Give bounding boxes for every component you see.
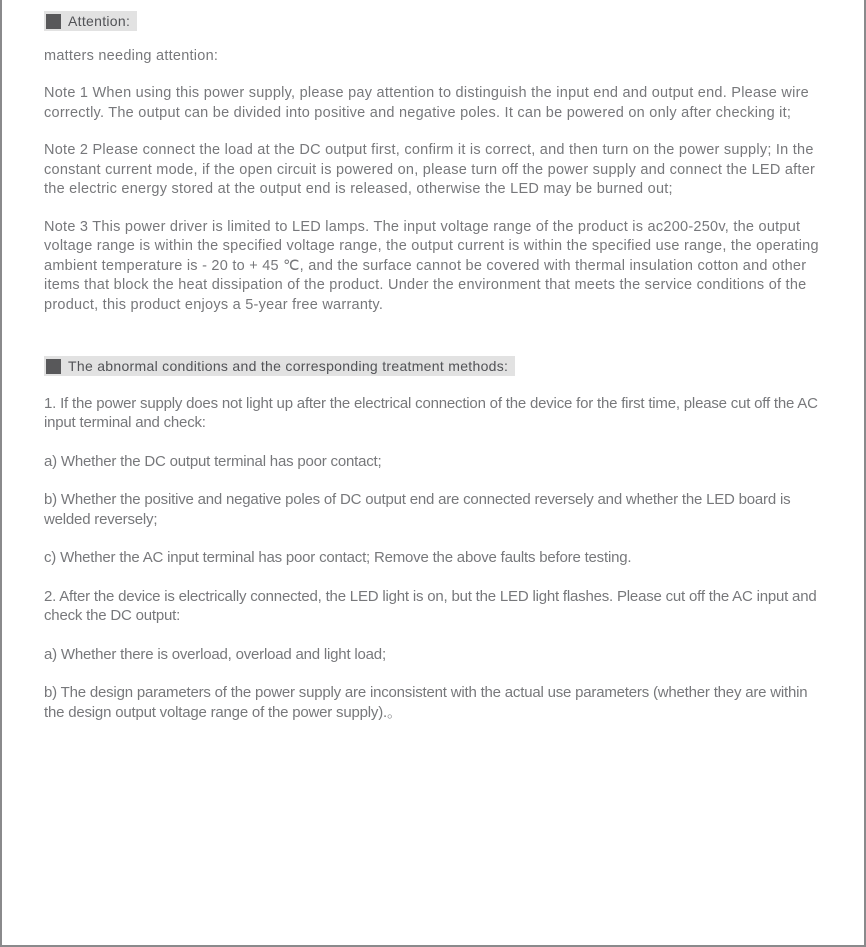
abnormal-heading [44, 356, 515, 376]
attention-intro: matters needing attention: [44, 47, 219, 64]
note-3: Note 3 This power driver is limited to LED lamps. The input voltage range of the product is ac200-250v, the output voltage range is within the specified voltage range, the output current is within the specified use range, the operating ambient temperature is - 20 to + 45 ℃, and the surface cannot be covered with thermal insulation cotton and other items that block the heat dissipation of the product. Under the environment that meets the service conditions of the product, this product enjoys a 5-year free warranty. [44, 218, 819, 313]
abnormal-heading-label: The abnormal conditions and the corresponding treatment methods: [68, 358, 509, 374]
attention-heading [44, 11, 137, 31]
item-1b: b) Whether the positive and negative poles of DC output end are connected reversely and whether the LED board is welded reversely; [44, 491, 791, 528]
heading-square-icon [46, 14, 61, 29]
section-attention [44, 11, 822, 315]
abnormal-items [44, 394, 822, 723]
item-1a: a) Whether the DC output terminal has poor contact; [44, 452, 382, 470]
item-1: 1. If the power supply does not light up after the electrical connection of the device for the first time, please cut off the AC input terminal and check: [44, 394, 818, 431]
item-2b: b) The design parameters of the power supply are inconsistent with the actual use parameters (whether they are within the design output voltage range of the power supply).。 [44, 684, 808, 721]
item-1c: c) Whether the AC input terminal has poor contact; Remove the above faults before testing. [44, 549, 632, 566]
note-2: Note 2 Please connect the load at the DC output first, confirm it is correct, and then turn on the power supply; In the constant current mode, if the open circuit is powered on, please turn off the power supply and connect the LED after the electric energy stored at the output end is released, otherwise the LED may be burned out; [44, 142, 816, 197]
page-content [2, 0, 864, 722]
note-1: Note 1 When using this power supply, please pay attention to distinguish the input end and output end. Please wire correctly. The output can be divided into positive and negative poles. It can be powered on only after checking it; [44, 85, 809, 121]
section-abnormal-conditions [44, 356, 822, 722]
item-2a: a) Whether there is overload, overload and light load; [44, 645, 386, 663]
item-2: 2. After the device is electrically connected, the LED light is on, but the LED light flashes. Please cut off the AC input and check the DC output: [44, 587, 817, 624]
attention-heading-label: Attention: [68, 13, 131, 29]
heading-square-icon [46, 359, 61, 374]
